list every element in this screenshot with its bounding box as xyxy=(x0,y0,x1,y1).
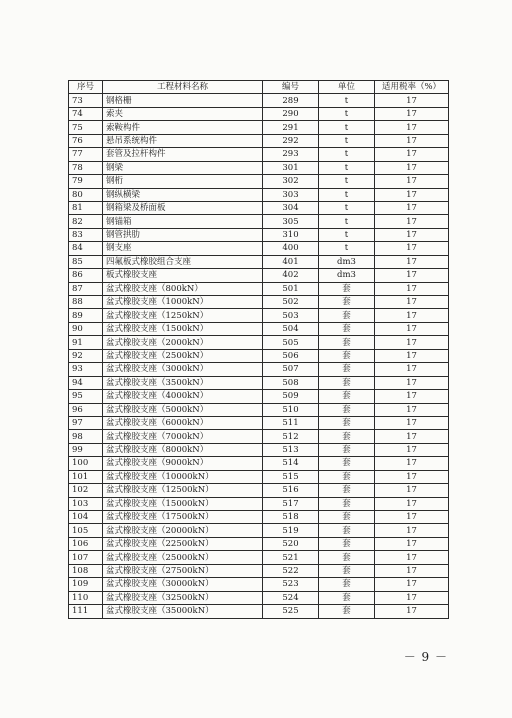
row-unit: 套 xyxy=(319,551,375,564)
row-material-name: 钢桁 xyxy=(103,175,263,188)
table-row xyxy=(69,349,449,362)
table-row xyxy=(69,134,449,147)
row-serial: 110 xyxy=(69,591,103,604)
table-row xyxy=(69,322,449,335)
row-tax-rate: 17 xyxy=(375,537,449,550)
row-serial: 83 xyxy=(69,228,103,241)
row-code: 293 xyxy=(263,148,319,161)
table-row xyxy=(69,484,449,497)
row-tax-rate: 17 xyxy=(375,215,449,228)
row-material-name: 盆式橡胶支座（12500kN） xyxy=(103,484,263,497)
row-material-name: 盆式橡胶支座（10000kN） xyxy=(103,470,263,483)
table-row xyxy=(69,269,449,282)
row-material-name: 盆式橡胶支座（25000kN） xyxy=(103,551,263,564)
row-unit: t xyxy=(319,94,375,107)
row-unit: 套 xyxy=(319,296,375,309)
row-tax-rate: 17 xyxy=(375,175,449,188)
row-code: 505 xyxy=(263,336,319,349)
row-serial: 86 xyxy=(69,269,103,282)
table-row xyxy=(69,403,449,416)
row-serial: 90 xyxy=(69,322,103,335)
row-material-name: 盆式橡胶支座（2000kN） xyxy=(103,336,263,349)
row-code: 519 xyxy=(263,524,319,537)
row-material-name: 盆式橡胶支座（3500kN） xyxy=(103,376,263,389)
header-unit: 单位 xyxy=(319,81,375,94)
table-row xyxy=(69,497,449,510)
row-unit: 套 xyxy=(319,578,375,591)
table-row xyxy=(69,228,449,241)
row-tax-rate: 17 xyxy=(375,511,449,524)
row-code: 502 xyxy=(263,296,319,309)
row-tax-rate: 17 xyxy=(375,591,449,604)
table-row xyxy=(69,537,449,550)
row-serial: 109 xyxy=(69,578,103,591)
row-serial: 73 xyxy=(69,94,103,107)
table-row xyxy=(69,242,449,255)
row-tax-rate: 17 xyxy=(375,322,449,335)
row-tax-rate: 17 xyxy=(375,282,449,295)
row-serial: 74 xyxy=(69,107,103,120)
table-row xyxy=(69,470,449,483)
row-serial: 78 xyxy=(69,161,103,174)
row-serial: 87 xyxy=(69,282,103,295)
row-tax-rate: 17 xyxy=(375,605,449,618)
row-material-name: 板式橡胶支座 xyxy=(103,269,263,282)
row-serial: 96 xyxy=(69,403,103,416)
row-tax-rate: 17 xyxy=(375,497,449,510)
row-serial: 94 xyxy=(69,376,103,389)
row-unit: 套 xyxy=(319,564,375,577)
row-serial: 89 xyxy=(69,309,103,322)
row-serial: 92 xyxy=(69,349,103,362)
table-row xyxy=(69,107,449,120)
table-row xyxy=(69,511,449,524)
row-code: 504 xyxy=(263,322,319,335)
row-serial: 100 xyxy=(69,457,103,470)
row-code: 522 xyxy=(263,564,319,577)
row-serial: 108 xyxy=(69,564,103,577)
row-material-name: 盆式橡胶支座（6000kN） xyxy=(103,416,263,429)
table-row xyxy=(69,457,449,470)
row-unit: t xyxy=(319,201,375,214)
table-row xyxy=(69,309,449,322)
row-serial: 106 xyxy=(69,537,103,550)
row-serial: 97 xyxy=(69,416,103,429)
row-material-name: 钢格栅 xyxy=(103,94,263,107)
row-unit: 套 xyxy=(319,403,375,416)
row-serial: 88 xyxy=(69,296,103,309)
row-tax-rate: 17 xyxy=(375,242,449,255)
row-unit: 套 xyxy=(319,322,375,335)
row-unit: 套 xyxy=(319,591,375,604)
row-unit: t xyxy=(319,175,375,188)
row-serial: 104 xyxy=(69,511,103,524)
row-code: 521 xyxy=(263,551,319,564)
row-material-name: 盆式橡胶支座（35000kN） xyxy=(103,605,263,618)
row-material-name: 盆式橡胶支座（20000kN） xyxy=(103,524,263,537)
table-header-row xyxy=(69,81,449,94)
row-tax-rate: 17 xyxy=(375,470,449,483)
row-code: 512 xyxy=(263,430,319,443)
row-tax-rate: 17 xyxy=(375,457,449,470)
row-material-name: 盆式橡胶支座（800kN） xyxy=(103,282,263,295)
row-serial: 80 xyxy=(69,188,103,201)
row-serial: 75 xyxy=(69,121,103,134)
row-material-name: 盆式橡胶支座（1000kN） xyxy=(103,296,263,309)
row-material-name: 钢箱梁及桥面板 xyxy=(103,201,263,214)
table-row xyxy=(69,564,449,577)
row-serial: 95 xyxy=(69,390,103,403)
row-tax-rate: 17 xyxy=(375,430,449,443)
row-unit: t xyxy=(319,148,375,161)
row-material-name: 钢锚箱 xyxy=(103,215,263,228)
row-code: 508 xyxy=(263,376,319,389)
row-unit: 套 xyxy=(319,363,375,376)
row-unit: t xyxy=(319,228,375,241)
row-material-name: 盆式橡胶支座（3000kN） xyxy=(103,363,263,376)
row-serial: 91 xyxy=(69,336,103,349)
row-unit: 套 xyxy=(319,470,375,483)
row-unit: 套 xyxy=(319,282,375,295)
row-material-name: 钢管拱肋 xyxy=(103,228,263,241)
table-row xyxy=(69,215,449,228)
row-material-name: 盆式橡胶支座（17500kN） xyxy=(103,511,263,524)
row-serial: 103 xyxy=(69,497,103,510)
row-tax-rate: 17 xyxy=(375,201,449,214)
table-row xyxy=(69,524,449,537)
row-serial: 98 xyxy=(69,430,103,443)
row-code: 516 xyxy=(263,484,319,497)
row-unit: 套 xyxy=(319,497,375,510)
row-code: 511 xyxy=(263,416,319,429)
row-code: 520 xyxy=(263,537,319,550)
row-unit: dm3 xyxy=(319,269,375,282)
table-row xyxy=(69,443,449,456)
row-unit: t xyxy=(319,215,375,228)
row-serial: 81 xyxy=(69,201,103,214)
row-tax-rate: 17 xyxy=(375,403,449,416)
row-tax-rate: 17 xyxy=(375,416,449,429)
table-row xyxy=(69,175,449,188)
table-row xyxy=(69,282,449,295)
table-row xyxy=(69,94,449,107)
row-unit: 套 xyxy=(319,484,375,497)
table-row xyxy=(69,376,449,389)
row-unit: 套 xyxy=(319,443,375,456)
row-tax-rate: 17 xyxy=(375,161,449,174)
row-tax-rate: 17 xyxy=(375,551,449,564)
row-serial: 111 xyxy=(69,605,103,618)
row-unit: 套 xyxy=(319,336,375,349)
row-unit: dm3 xyxy=(319,255,375,268)
row-material-name: 钢支座 xyxy=(103,242,263,255)
row-unit: 套 xyxy=(319,349,375,362)
row-material-name: 盆式橡胶支座（27500kN） xyxy=(103,564,263,577)
row-unit: 套 xyxy=(319,511,375,524)
row-code: 515 xyxy=(263,470,319,483)
table-row xyxy=(69,605,449,618)
row-tax-rate: 17 xyxy=(375,107,449,120)
row-serial: 102 xyxy=(69,484,103,497)
materials-tax-table xyxy=(68,80,449,619)
row-code: 310 xyxy=(263,228,319,241)
row-tax-rate: 17 xyxy=(375,578,449,591)
row-unit: 套 xyxy=(319,537,375,550)
row-code: 289 xyxy=(263,94,319,107)
row-code: 524 xyxy=(263,591,319,604)
row-code: 302 xyxy=(263,175,319,188)
row-code: 507 xyxy=(263,363,319,376)
table-row xyxy=(69,255,449,268)
row-material-name: 索夹 xyxy=(103,107,263,120)
table-row xyxy=(69,336,449,349)
row-code: 292 xyxy=(263,134,319,147)
row-serial: 82 xyxy=(69,215,103,228)
row-tax-rate: 17 xyxy=(375,134,449,147)
row-code: 525 xyxy=(263,605,319,618)
table-row xyxy=(69,161,449,174)
row-tax-rate: 17 xyxy=(375,121,449,134)
row-serial: 93 xyxy=(69,363,103,376)
row-unit: t xyxy=(319,188,375,201)
row-material-name: 盆式橡胶支座（1500kN） xyxy=(103,322,263,335)
row-tax-rate: 17 xyxy=(375,336,449,349)
table-row xyxy=(69,591,449,604)
row-material-name: 盆式橡胶支座（2500kN） xyxy=(103,349,263,362)
row-unit: t xyxy=(319,107,375,120)
row-material-name: 盆式橡胶支座（5000kN） xyxy=(103,403,263,416)
row-material-name: 四氟板式橡胶组合支座 xyxy=(103,255,263,268)
row-unit: 套 xyxy=(319,430,375,443)
row-unit: 套 xyxy=(319,605,375,618)
row-code: 290 xyxy=(263,107,319,120)
row-tax-rate: 17 xyxy=(375,309,449,322)
row-code: 509 xyxy=(263,390,319,403)
row-tax-rate: 17 xyxy=(375,148,449,161)
row-serial: 107 xyxy=(69,551,103,564)
row-tax-rate: 17 xyxy=(375,255,449,268)
row-tax-rate: 17 xyxy=(375,269,449,282)
row-material-name: 悬吊系统构件 xyxy=(103,134,263,147)
table-row xyxy=(69,188,449,201)
table-body xyxy=(69,94,449,618)
row-code: 303 xyxy=(263,188,319,201)
row-code: 523 xyxy=(263,578,319,591)
row-code: 501 xyxy=(263,282,319,295)
row-material-name: 盆式橡胶支座（9000kN） xyxy=(103,457,263,470)
row-tax-rate: 17 xyxy=(375,390,449,403)
row-code: 401 xyxy=(263,255,319,268)
row-material-name: 盆式橡胶支座（1250kN） xyxy=(103,309,263,322)
row-material-name: 盆式橡胶支座（4000kN） xyxy=(103,390,263,403)
header-material-name: 工程材料名称 xyxy=(103,81,263,94)
row-tax-rate: 17 xyxy=(375,94,449,107)
row-tax-rate: 17 xyxy=(375,188,449,201)
row-serial: 85 xyxy=(69,255,103,268)
row-code: 518 xyxy=(263,511,319,524)
row-code: 513 xyxy=(263,443,319,456)
page-number: － 9 － xyxy=(403,650,448,664)
row-material-name: 盆式橡胶支座（7000kN） xyxy=(103,430,263,443)
table-row xyxy=(69,551,449,564)
row-tax-rate: 17 xyxy=(375,296,449,309)
row-code: 305 xyxy=(263,215,319,228)
row-tax-rate: 17 xyxy=(375,363,449,376)
row-material-name: 盆式橡胶支座（22500kN） xyxy=(103,537,263,550)
row-material-name: 盆式橡胶支座（15000kN） xyxy=(103,497,263,510)
row-material-name: 钢梁 xyxy=(103,161,263,174)
row-tax-rate: 17 xyxy=(375,349,449,362)
row-unit: 套 xyxy=(319,376,375,389)
row-serial: 101 xyxy=(69,470,103,483)
row-unit: 套 xyxy=(319,416,375,429)
row-unit: 套 xyxy=(319,457,375,470)
row-serial: 84 xyxy=(69,242,103,255)
row-material-name: 索鞍构件 xyxy=(103,121,263,134)
row-tax-rate: 17 xyxy=(375,484,449,497)
row-tax-rate: 17 xyxy=(375,376,449,389)
table-row xyxy=(69,390,449,403)
row-tax-rate: 17 xyxy=(375,228,449,241)
table-row xyxy=(69,121,449,134)
row-code: 402 xyxy=(263,269,319,282)
table-row xyxy=(69,296,449,309)
row-code: 304 xyxy=(263,201,319,214)
row-serial: 105 xyxy=(69,524,103,537)
row-code: 291 xyxy=(263,121,319,134)
row-material-name: 盆式橡胶支座（30000kN） xyxy=(103,578,263,591)
row-serial: 99 xyxy=(69,443,103,456)
table-row xyxy=(69,363,449,376)
row-tax-rate: 17 xyxy=(375,564,449,577)
row-unit: 套 xyxy=(319,309,375,322)
row-unit: t xyxy=(319,121,375,134)
table-row xyxy=(69,430,449,443)
table-row xyxy=(69,416,449,429)
row-material-name: 盆式橡胶支座（8000kN） xyxy=(103,443,263,456)
row-unit: t xyxy=(319,161,375,174)
row-unit: 套 xyxy=(319,524,375,537)
row-unit: t xyxy=(319,242,375,255)
row-serial: 77 xyxy=(69,148,103,161)
row-code: 301 xyxy=(263,161,319,174)
header-serial: 序号 xyxy=(69,81,103,94)
row-code: 510 xyxy=(263,403,319,416)
header-tax-rate: 适用税率（%） xyxy=(375,81,449,94)
row-code: 506 xyxy=(263,349,319,362)
row-serial: 79 xyxy=(69,175,103,188)
row-material-name: 套管及拉杆构件 xyxy=(103,148,263,161)
row-unit: t xyxy=(319,134,375,147)
row-unit: 套 xyxy=(319,390,375,403)
row-tax-rate: 17 xyxy=(375,443,449,456)
row-tax-rate: 17 xyxy=(375,524,449,537)
table-row xyxy=(69,201,449,214)
row-code: 517 xyxy=(263,497,319,510)
row-material-name: 钢纵横梁 xyxy=(103,188,263,201)
table-row xyxy=(69,578,449,591)
table-row xyxy=(69,148,449,161)
row-code: 514 xyxy=(263,457,319,470)
header-code: 编号 xyxy=(263,81,319,94)
row-material-name: 盆式橡胶支座（32500kN） xyxy=(103,591,263,604)
row-code: 503 xyxy=(263,309,319,322)
row-code: 400 xyxy=(263,242,319,255)
row-serial: 76 xyxy=(69,134,103,147)
